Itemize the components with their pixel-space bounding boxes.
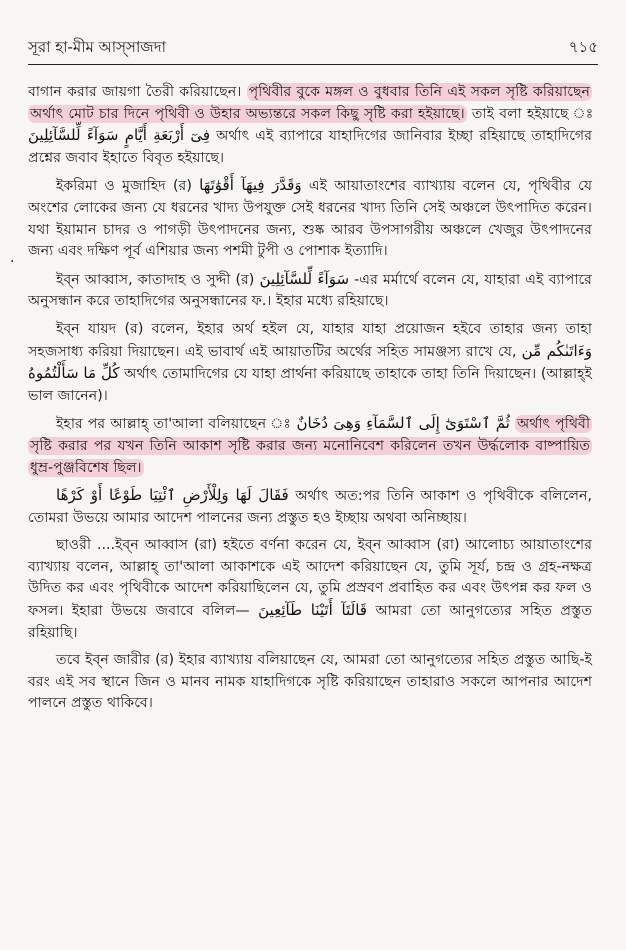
paragraph-5 bbox=[28, 413, 592, 479]
text-segment: -এর মর্মার্থে বলেন যে, যাহারা এই ব্যাপারে অনুসন্ধান করে তাহাদিগের অনুসন্ধানের ফ.। ইহার মধ্যে রহিয়াছে। bbox=[28, 271, 592, 310]
text-segment: ইব্‌ন আব্বাস, কাতাদাহ ও সুদ্দী (র) bbox=[56, 271, 260, 288]
highlighted-text: পৃথিবীর বুকে মঙ্গল ও বুধবার তিনি এই সকল সৃষ্টি করিয়াছেন অর্থাৎ মোট চার দিনে পৃথিবী ও উহার অভ্যন্তরে সকল কিছু সৃষ্টি করা হইয়াছে। bbox=[30, 84, 591, 122]
page-number: ৭১৫ bbox=[568, 38, 598, 56]
text-segment: ছাওরী ....ইব্‌ন আব্বাস (রা) হইতে বর্ণনা করেন যে, ইব্‌ন আব্বাস (রা) আলোচ্য আয়াতাংশের ব্যাখ্যায় বলেন, আল্লাহ্ তা'আলা আকাশকে এই আদেশ করিয়াছেন যে, তুমি সূর্য, চন্দ্র ও গ্রহ-নক্ষত্র উদিত কর এবং পৃথিবীকে আদেশ করিয়াছিলেন যে, তুমি প্রস্রবণ প্রবাহিত কর এবং উৎপন্ন কর ফল ও ফসল। ইহারা উভয়ে জবাবে বলিল— bbox=[28, 537, 592, 620]
arabic-verse: سَوَآءً لِّلسَّآئِلِينَ bbox=[259, 269, 350, 288]
arabic-verse: ثُمَّ ٱسْتَوَىٰٓ إِلَى ٱلسَّمَآءِ وَهِىَ دُخَانٌ bbox=[296, 414, 510, 433]
paragraph-6 bbox=[28, 485, 592, 529]
arabic-verse: قَالَتَآ أَتَيْنَا طَآئِعِينَ bbox=[258, 601, 367, 620]
text-segment: তবে ইব্‌ন জারীর (র) ইহার ব্যাখ্যায় বলিয়াছেন যে, আমরা তো আনুগত্যের সহিত প্রস্তুত আছি-ই বরং এই সব স্থানে জিন ও মানব নামক যাহাদিগকে সৃষ্টি করিয়াছেন তাহারাও সকলে আপনার আদেশ পালনে প্রস্তুত থাকিবে। bbox=[28, 652, 592, 712]
text-segment: ইব্‌ন যায়দ (র) বলেন, ইহার অর্থ হইল যে, যাহার যাহা প্রয়োজন হইবে তাহার জন্য তাহা সহজসাধ্য করিয়া দিয়াছেন। এই ভাবার্থ এই আয়াতটির অর্থের সহিত সামঞ্জস্য রাখে যে, bbox=[28, 320, 592, 360]
text-segment: এই আয়াতাংশের ব্যাখ্যায় বলেন যে, পৃথিবীর যে অংশের লোকের জন্য যে ধরনের খাদ্য উপযুক্ত সেই ধরনের খাদ্য তিনি সেই অঞ্চলে উৎপাদিত করেন। যথা ইয়ামান চাদর ও পাগড়ী উৎপাদনের জন্য, শুষ্ক আরব উপসাগরীয় অঞ্চলে খেজুর উৎপাদনের জন্য এবং দক্ষিণ পূর্ব এশিয়ার জন্য পশমী টুপী ও পোশাক ইত্যাদি। bbox=[28, 178, 593, 260]
paragraph-7 bbox=[28, 535, 592, 644]
arabic-verse: وَقَدَّرَ فِيهَآ أَقْوَٰتَهَا bbox=[199, 176, 302, 195]
text-segment: অর্থাৎ অত:পর তিনি আকাশ ও পৃথিবীকে বলিলেন, তোমরা উভয়ে আমার আদেশ পালনের জন্য প্রস্তুত হও ইচ্ছায় অথবা অনিচ্ছায়। bbox=[28, 488, 593, 526]
text-segment: ইকরিমা ও মুজাহিদ (র) bbox=[56, 178, 200, 195]
surah-title: সূরা হা-মীম আস্‌সাজদা bbox=[28, 38, 166, 56]
arabic-verse: وَءَاتَىٰكُم مِّن كُلِّ مَا سَأَلْتُمُوهُ bbox=[28, 341, 592, 383]
paragraph-2 bbox=[28, 175, 592, 262]
text-segment: বাগান করার জায়গা তৈরী করিয়াছেন। bbox=[28, 84, 247, 100]
paragraph-1 bbox=[28, 82, 592, 169]
arabic-verse: فَقَالَ لَهَا وَلِلْأَرْضِ ٱئْتِيَا طَوْعًا أَوْ كَرْهًا bbox=[56, 486, 289, 505]
margin-mark: . bbox=[10, 250, 15, 266]
text-segment: ইহার পর আল্লাহ্ তা'আলা বলিয়াছেন ঃ bbox=[56, 416, 297, 433]
running-header bbox=[28, 36, 598, 60]
paragraph-3 bbox=[28, 269, 592, 313]
paragraph-4 bbox=[28, 319, 592, 407]
arabic-verse: فِىٓ أَرْبَعَةِ أَيَّامٍ سَوَآءً لِّلسَّآئِلِينَ bbox=[28, 126, 211, 145]
paragraph-8 bbox=[28, 650, 592, 715]
text-segment: আমরা তো আনুগত্যের সহিত প্রস্তুত রহিয়াছি। bbox=[28, 603, 592, 641]
text-segment: অর্থাৎ এই ব্যাপারে যাহাদিগের জানিবার ইচ্ছা রহিয়াছে তাহাদিগের প্রশ্নের জবাব ইহাতে বিবৃত হইয়াছে। bbox=[28, 128, 593, 166]
text-segment: অর্থাৎ তোমাদিগের যে যাহা প্রার্থনা করিয়াছে তাহাকে তাহা তিনি দিয়াছেন। (আল্লাহ্‌ই ভাল জানেন)। bbox=[28, 366, 592, 404]
page-body bbox=[28, 82, 592, 721]
text-segment: তাই বলা হইয়াছে ঃ bbox=[466, 105, 594, 122]
highlighted-text: অর্থাৎ পৃথিবী সৃষ্টি করার পর যখন তিনি আকাশ সৃষ্টি করার জন্য মনোনিবেশ করিলেন তখন উর্দ্ধলোক বাষ্পায়িত ধুম্র-পুঞ্জবিশেষ ছিল। bbox=[30, 416, 591, 476]
header-rule bbox=[28, 64, 598, 65]
